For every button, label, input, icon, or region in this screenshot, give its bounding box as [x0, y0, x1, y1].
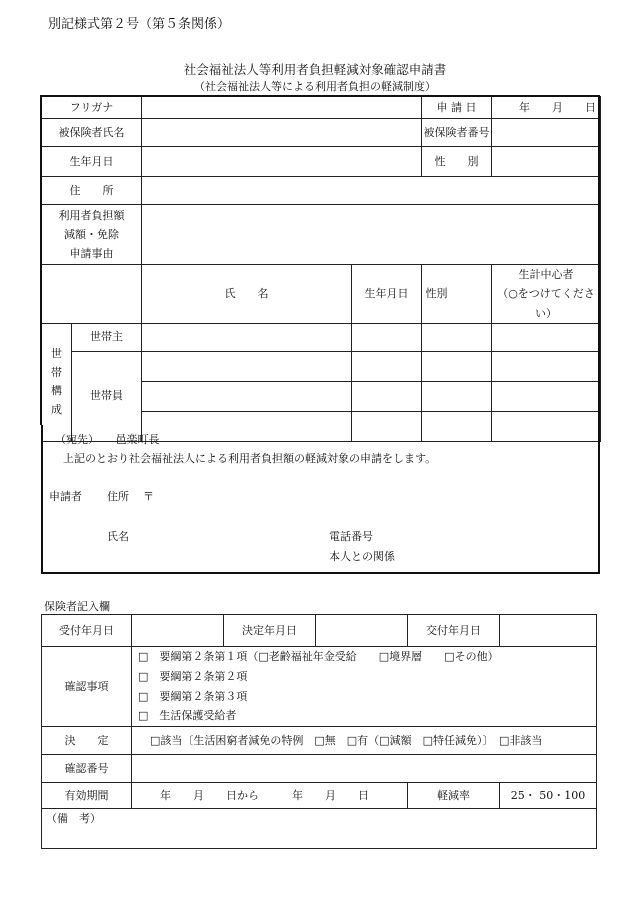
household-member-gender[interactable]	[422, 351, 492, 381]
household-head-label: 世帯主	[72, 323, 142, 351]
decision-date-field[interactable]	[316, 615, 408, 647]
application-date-label: 申 請 日	[422, 97, 492, 119]
applicant-address-label: 住所	[107, 490, 129, 503]
check-item[interactable]: □ 要綱第２条第２項	[138, 669, 248, 683]
form-title: 社会福祉法人等利用者負担軽減対象確認申請書	[183, 62, 447, 77]
insured-number-field[interactable]	[492, 119, 601, 147]
household-member-name[interactable]	[142, 351, 352, 381]
form-subtitle: （社会福祉法人等による利用者負担の軽減制度）	[194, 80, 436, 93]
reason-label: 利用者負担額 減額・免除 申請事由	[42, 205, 142, 265]
application-table	[41, 96, 601, 442]
remarks-field[interactable]	[42, 809, 597, 849]
gender-label: 性 別	[422, 147, 492, 177]
household-col-birthdate: 生年月日	[352, 265, 422, 324]
received-date-label: 受付年月日	[42, 615, 132, 647]
decision-date-label: 決定年月日	[224, 615, 316, 647]
furigana-field[interactable]	[142, 97, 422, 119]
address-field[interactable]	[142, 177, 601, 205]
decision-label: 決 定	[42, 727, 132, 755]
reason-field[interactable]	[142, 205, 601, 265]
household-col-name: 氏 名	[142, 265, 352, 324]
addressee: （宛先） 邑楽町長	[55, 433, 160, 446]
declaration-statement: 上記のとおり社会福祉法人による利用者負担額の軽減対象の申請をします。	[63, 452, 437, 465]
birthdate-label: 生年月日	[42, 147, 142, 177]
phone-label: 電話番号	[329, 530, 373, 543]
gender-field[interactable]	[492, 147, 601, 177]
check-items-list	[132, 647, 597, 727]
birthdate-field[interactable]	[142, 147, 422, 177]
confirm-number-field[interactable]	[132, 755, 597, 783]
application-date-field[interactable]: 年 月 日	[492, 97, 601, 119]
household-member-birthdate[interactable]	[352, 381, 422, 411]
applicant-name-label: 氏名	[107, 530, 129, 543]
validity-range[interactable]: 年 月 日から 年 月 日	[132, 783, 408, 809]
insured-name-field[interactable]	[142, 119, 422, 147]
validity-label: 有効期間	[42, 783, 132, 809]
check-item[interactable]: □ 生活保護受給者	[138, 709, 237, 723]
remarks-label: （備 考）	[46, 812, 101, 826]
issue-date-label: 交付年月日	[408, 615, 500, 647]
household-head-gender[interactable]	[422, 323, 492, 351]
furigana-label: フリガナ	[42, 97, 142, 119]
household-head-breadwinner[interactable]	[492, 323, 601, 351]
household-col-gender: 性別	[422, 265, 492, 324]
declaration-box	[41, 425, 600, 574]
reduction-rate-label: 軽減率	[408, 783, 500, 809]
check-items-label: 確認事項	[42, 647, 132, 727]
applicant-label: 申請者	[49, 490, 82, 503]
decision-options[interactable]: □該当〔生活困窮者減免の特例 □無 □有（□減額 □特任減免）〕 □非該当	[132, 727, 597, 755]
household-head-birthdate[interactable]	[352, 323, 422, 351]
household-member-breadwinner[interactable]	[492, 351, 601, 381]
postal-mark: 〒	[143, 490, 154, 503]
household-composition-label: 世 帯 構 成	[42, 323, 72, 441]
relation-label: 本人との関係	[329, 550, 395, 563]
document-number: 別記様式第２号（第５条関係）	[48, 17, 231, 32]
household-member-gender[interactable]	[422, 381, 492, 411]
household-member-label: 世帯員	[72, 351, 142, 441]
household-member-breadwinner[interactable]	[492, 381, 601, 411]
reduction-rate-values[interactable]: 25・ 50・100	[500, 783, 597, 809]
insured-name-label: 被保険者氏名	[42, 119, 142, 147]
issue-date-field[interactable]	[500, 615, 597, 647]
received-date-field[interactable]	[132, 615, 224, 647]
address-label: 住 所	[42, 177, 142, 205]
household-head-name[interactable]	[142, 323, 352, 351]
household-col-breadwinner: 生計中心者 （○をつけてください）	[492, 265, 601, 324]
check-item[interactable]: □ 要綱第２条第１項（□老齢福祉年金受給 □境界層 □その他）	[138, 650, 499, 663]
household-member-birthdate[interactable]	[352, 351, 422, 381]
check-item[interactable]: □ 要綱第２条第３項	[138, 689, 248, 703]
insurer-table	[41, 614, 597, 849]
household-member-name[interactable]	[142, 381, 352, 411]
insurer-section-title: 保険者記入欄	[44, 600, 110, 613]
insured-number-label: 被保険者番号	[422, 119, 492, 147]
confirm-number-label: 確認番号	[42, 755, 132, 783]
